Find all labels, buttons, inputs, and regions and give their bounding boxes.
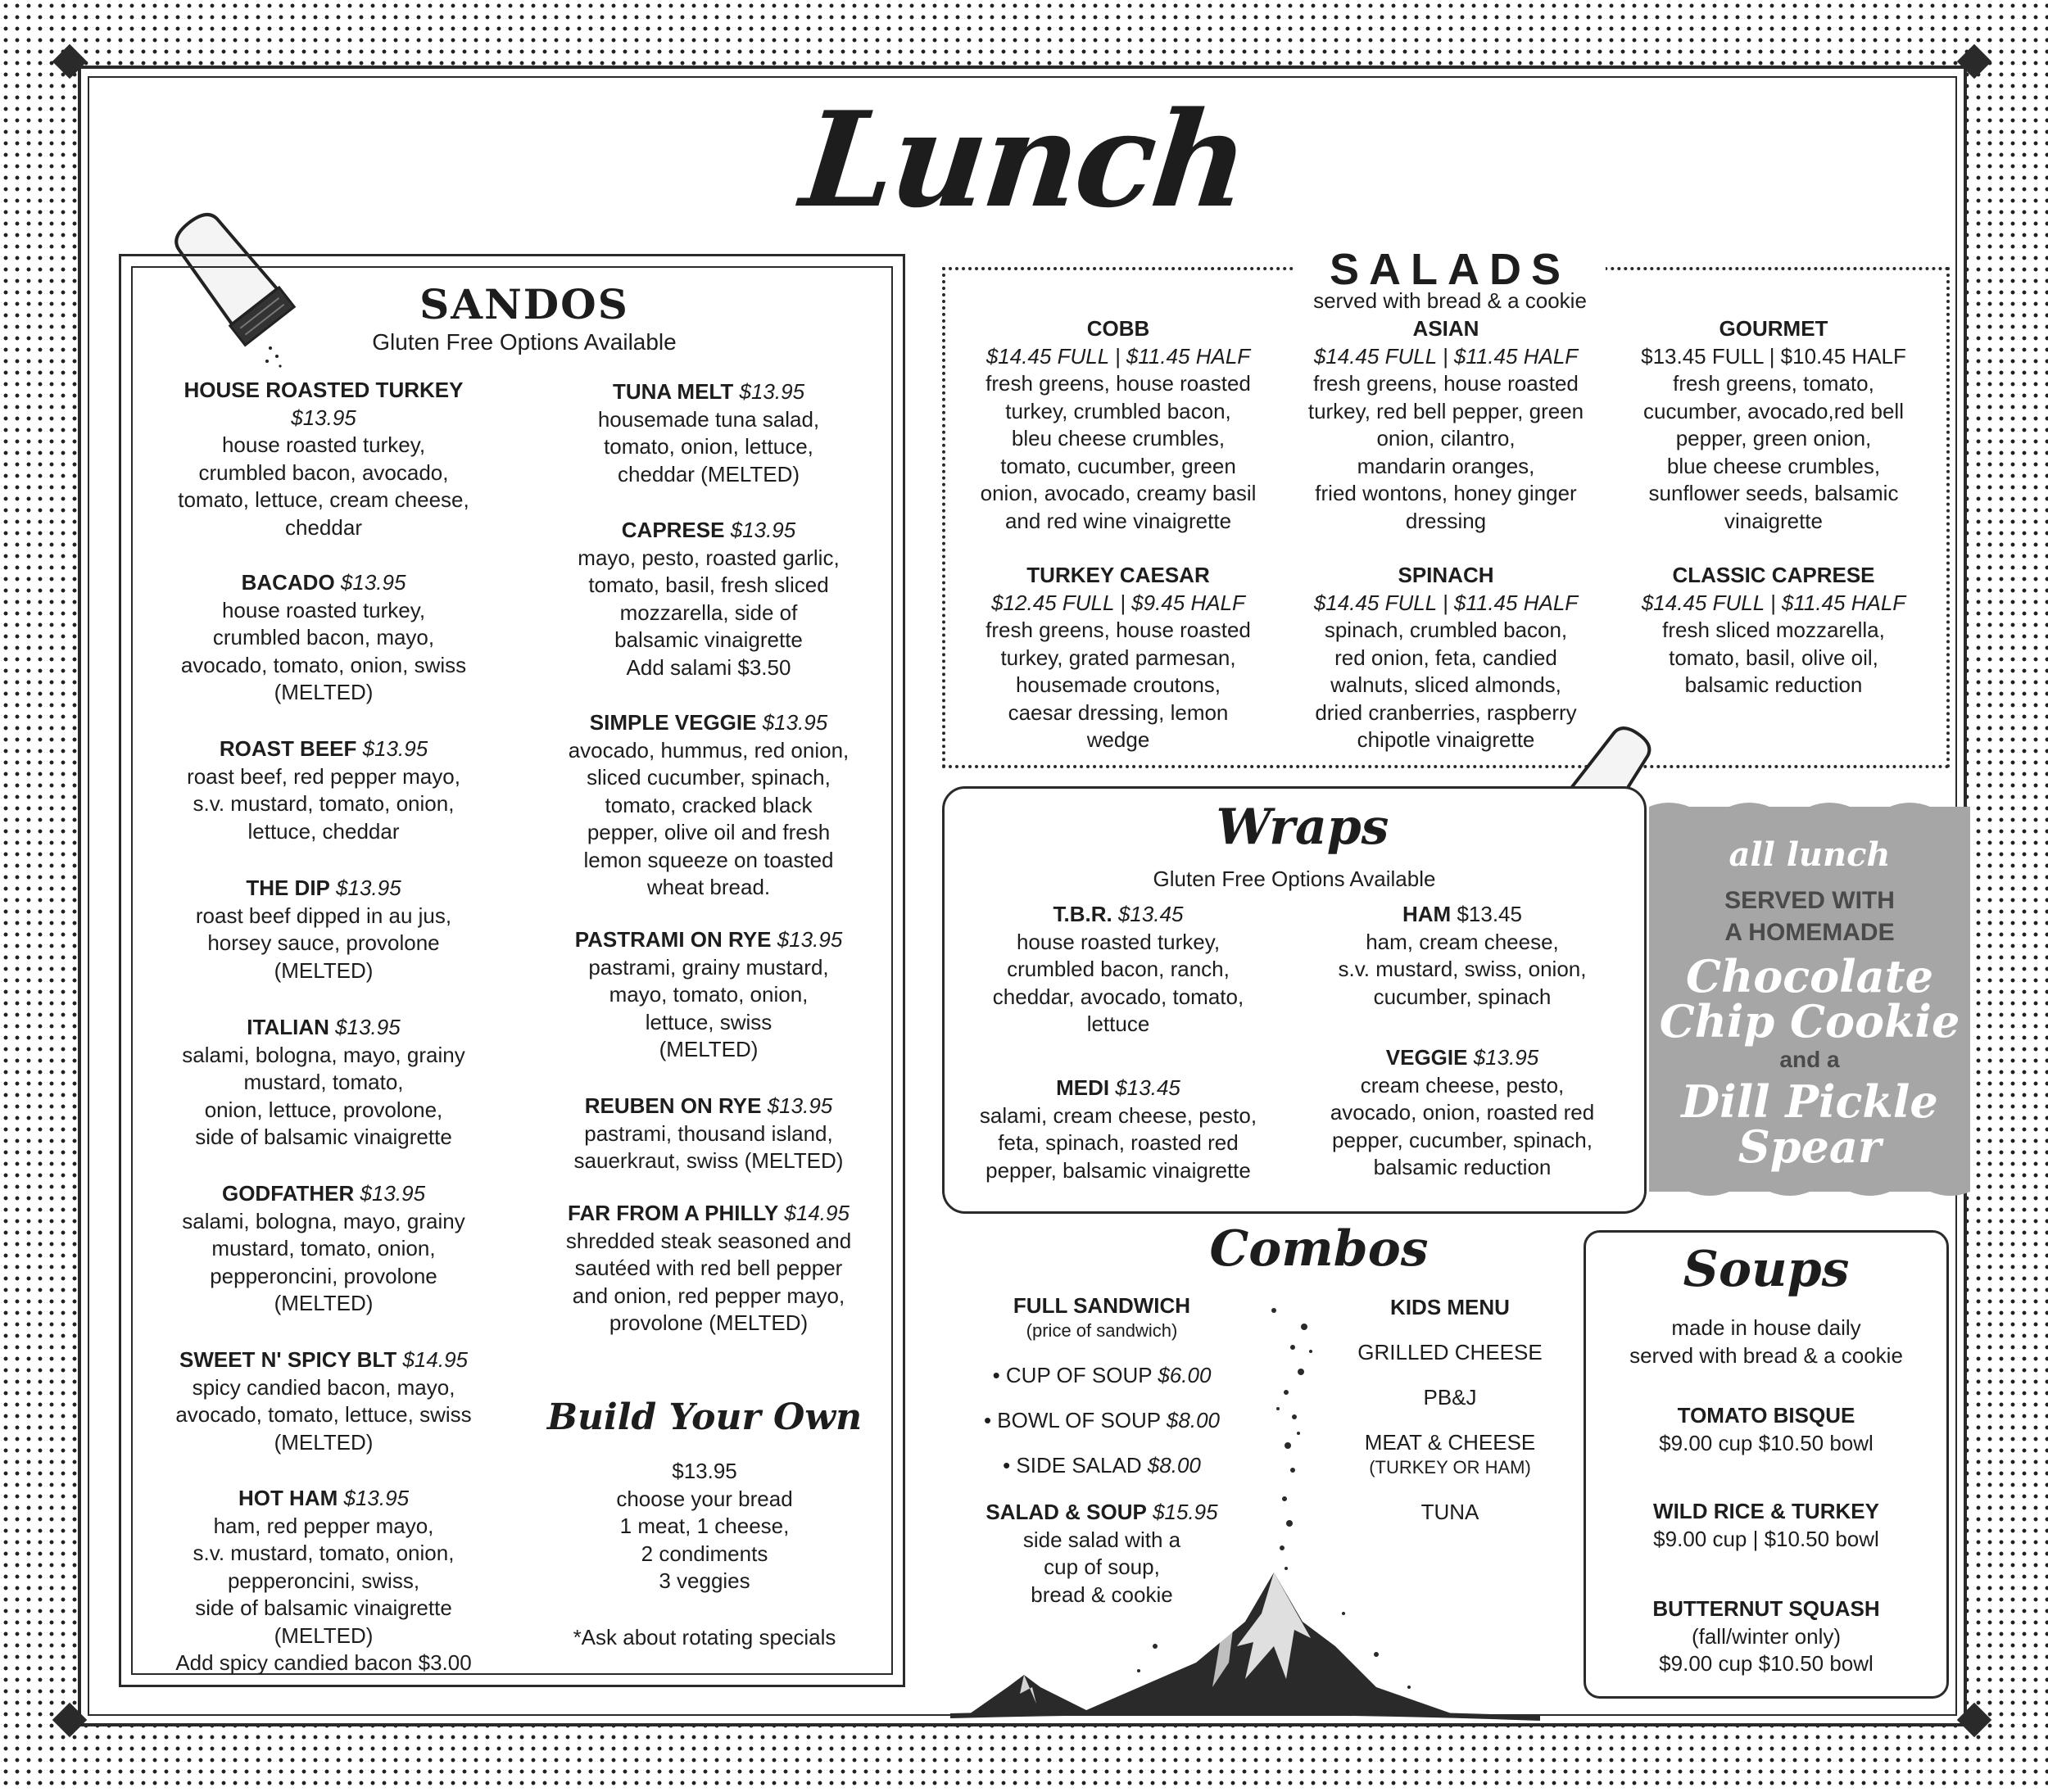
item-desc-line: avocado, hummus, red onion, — [568, 737, 850, 763]
item-desc-line: wedge — [1086, 727, 1150, 752]
item-desc-line: Add salami $3.50 — [626, 654, 791, 680]
byo-line: choose your bread — [616, 1486, 793, 1511]
item-name: TOMATO BISQUE — [1677, 1403, 1855, 1428]
mountain-illustration — [950, 1302, 1540, 1728]
item-desc-line: house roasted turkey, — [221, 432, 426, 457]
item-desc-line: spinach, crumbled bacon, — [1324, 618, 1568, 642]
menu-item — [1610, 315, 1937, 535]
item-desc-line: avocado, tomato, lettuce, swiss — [175, 1402, 472, 1427]
item-desc-line: sunflower seeds, balsamic — [1648, 481, 1899, 505]
salad-soup-price: $15.95 — [1153, 1500, 1218, 1524]
item-desc-line: fried wontons, honey ginger — [1315, 481, 1577, 505]
item-price: $13.95 — [360, 1181, 426, 1206]
item-desc-line: $9.00 cup | $10.50 bowl — [1653, 1526, 1879, 1551]
item-desc-line: (fall/winter only) — [1691, 1623, 1842, 1649]
item-desc-line: ham, cream cheese, — [1366, 929, 1559, 954]
item-price: $13.95 — [362, 736, 428, 761]
byo-line: $13.95 — [672, 1459, 737, 1483]
item-desc-line: tomato, basil, olive oil, — [1669, 645, 1878, 670]
item-desc-line: turkey, red bell pepper, green — [1307, 398, 1584, 423]
item-desc-line: tomato, lettuce, cream cheese, — [178, 487, 469, 512]
item-desc-line: balsamic reduction — [1684, 672, 1863, 697]
build-your-own-title: Build Your Own — [546, 1396, 863, 1438]
item-desc-line: cheddar, avocado, tomato, — [992, 984, 1244, 1009]
item-desc-line: pepper, olive oil and fresh — [587, 820, 831, 844]
soups-subtitle — [1592, 1315, 1941, 1369]
item-name: REUBEN ON RYE — [584, 1093, 762, 1118]
menu-item — [528, 517, 889, 681]
menu-item — [1592, 1402, 1941, 1457]
item-name: SPINACH — [1398, 563, 1494, 587]
item-desc-line: fresh sliced mozzarella, — [1662, 618, 1885, 642]
item-desc-line: provolone (MELTED) — [609, 1310, 809, 1335]
kids-item: TUNA — [1420, 1500, 1479, 1524]
promo-wave-top — [1649, 799, 1970, 815]
menu-item — [528, 1093, 889, 1175]
item-price: $13.95 — [762, 710, 828, 735]
combo-option-label: • BOWL OF SOUP — [983, 1408, 1161, 1432]
menu-item — [1282, 315, 1610, 535]
item-desc-line: onion, cilantro, — [1376, 426, 1516, 450]
menu-item — [147, 1014, 500, 1152]
item-desc-line: cucumber, avocado,red bell — [1643, 398, 1904, 423]
item-name: COBB — [1086, 316, 1150, 341]
item-desc-line: tomato, basil, fresh sliced — [588, 572, 829, 597]
item-desc-line: pepperoncini, swiss, — [227, 1568, 420, 1593]
item-desc-line: horsey sauce, provolone — [207, 930, 440, 955]
item-desc-line: avocado, onion, roasted red — [1330, 1100, 1595, 1125]
kids-item: PB&J — [1423, 1385, 1477, 1410]
item-desc-line: turkey, crumbled bacon, — [1005, 398, 1231, 423]
item-desc-line: lemon squeeze on toasted — [583, 847, 834, 872]
menu-item — [147, 377, 500, 541]
item-price: $13.95 — [777, 927, 843, 952]
item-desc-line: turkey, grated parmesan, — [1000, 645, 1236, 670]
item-desc-line: (MELTED) — [274, 1291, 374, 1315]
soups-title: Soups — [1683, 1241, 1850, 1298]
salads-title: SALADS — [1294, 244, 1606, 295]
item-name: CAPRESE — [621, 518, 725, 542]
menu-item — [147, 1485, 500, 1677]
item-desc-line: salami, cream cheese, pesto, — [979, 1102, 1257, 1128]
item-desc-line: bleu cheese crumbles, — [1011, 426, 1226, 450]
item-desc-line: s.v. mustard, tomato, onion, — [193, 791, 455, 816]
menu-item — [954, 1075, 1282, 1184]
promo-and-a: and a — [1779, 1047, 1840, 1072]
menu-item — [1298, 1044, 1626, 1182]
menu-item — [1592, 1595, 1941, 1678]
item-desc-line: side of balsamic vinaigrette — [195, 1125, 452, 1149]
item-desc-line: avocado, tomato, onion, swiss — [180, 652, 467, 677]
kids-menu-title: KIDS MENU — [1390, 1295, 1510, 1319]
item-desc-line: wheat bread. — [646, 875, 771, 899]
byo-line: 3 veggies — [659, 1568, 750, 1593]
menu-item — [954, 901, 1282, 1039]
item-price: $14.95 — [402, 1347, 468, 1372]
combo-option-price: $8.00 — [1166, 1408, 1220, 1432]
salad-soup-desc: bread & cookie — [1031, 1582, 1173, 1607]
item-desc-line: spicy candied bacon, mayo, — [192, 1374, 455, 1400]
item-name: HOUSE ROASTED TURKEY — [184, 378, 464, 402]
item-desc-line: crumbled bacon, ranch, — [1007, 957, 1230, 981]
salads-subtitle: served with bread & a cookie — [1313, 288, 1587, 313]
item-desc-line: pepperoncini, provolone — [210, 1263, 437, 1288]
item-name: ITALIAN — [247, 1015, 329, 1039]
item-desc-line: s.v. mustard, tomato, onion, — [193, 1541, 455, 1565]
item-desc-line: and onion, red pepper mayo, — [572, 1283, 845, 1308]
item-name: HOT HAM — [238, 1486, 338, 1510]
item-name: GODFATHER — [221, 1181, 355, 1206]
item-desc-line: cheddar (MELTED) — [617, 461, 800, 486]
menu-item — [1610, 562, 1937, 699]
item-name: SIMPLE VEGGIE — [589, 710, 757, 735]
item-desc-line: balsamic vinaigrette — [614, 627, 803, 652]
item-desc-line: salami, bologna, mayo, grainy — [182, 1042, 465, 1067]
item-desc-line: caesar dressing, lemon — [1008, 699, 1229, 725]
item-desc-line: onion, avocado, creamy basil — [980, 481, 1257, 505]
item-desc-line: lettuce, cheddar — [247, 818, 400, 844]
item-price: $14.45 FULL | $11.45 HALF — [985, 343, 1251, 369]
item-desc-line: $9.00 cup $10.50 bowl — [1659, 1651, 1874, 1676]
kids-item-note: (TURKEY OR HAM) — [1369, 1457, 1531, 1477]
item-desc-line: mandarin oranges, — [1357, 453, 1535, 478]
item-desc-line: s.v. mustard, swiss, onion, — [1338, 957, 1587, 981]
item-name: MEDI — [1056, 1075, 1110, 1100]
item-desc-line: cucumber, spinach — [1373, 984, 1552, 1009]
soups-subtitle-line: served with bread & a cookie — [1629, 1342, 1903, 1368]
item-desc-line: sauerkraut, swiss (MELTED) — [573, 1148, 844, 1173]
item-desc-line: sautéed with red bell pepper — [574, 1256, 843, 1280]
item-desc-line: feta, spinach, roasted red — [998, 1130, 1239, 1155]
item-desc-line: sliced cucumber, spinach, — [587, 765, 831, 790]
item-desc-line: cheddar — [285, 514, 362, 540]
full-sandwich-note: (price of sandwich) — [1026, 1320, 1178, 1341]
item-price: $14.45 FULL | $11.45 HALF — [1313, 343, 1579, 369]
combo-option-label: • SIDE SALAD — [1003, 1453, 1142, 1477]
soups-subtitle-line: made in house daily — [1671, 1315, 1861, 1340]
item-price: $13.95 — [336, 876, 401, 900]
combo-option-price: $6.00 — [1158, 1363, 1212, 1387]
item-desc-line: dressing — [1405, 508, 1487, 533]
item-price: $13.95 — [1473, 1045, 1539, 1070]
item-name: SWEET N' SPICY BLT — [179, 1347, 397, 1372]
menu-item — [147, 1346, 500, 1456]
item-desc-line: dried cranberries, raspberry — [1315, 699, 1577, 725]
item-desc-line: (MELTED) — [274, 957, 374, 983]
item-name: FAR FROM A PHILLY — [568, 1201, 779, 1225]
item-name: ROAST BEEF — [219, 736, 357, 761]
wraps-subtitle: Gluten Free Options Available — [1153, 867, 1436, 891]
item-price: $14.95 — [784, 1201, 850, 1225]
item-desc-line: fresh greens, house roasted — [1313, 371, 1579, 396]
item-price: $13.95 — [291, 405, 356, 430]
combo-option-label: • CUP OF SOUP — [992, 1363, 1153, 1387]
rotating-specials-note: *Ask about rotating specials — [573, 1625, 836, 1649]
full-sandwich-title: FULL SANDWICH — [1013, 1293, 1191, 1318]
item-name: THE DIP — [246, 876, 330, 900]
salad-soup-desc: side salad with a — [1022, 1527, 1181, 1552]
item-name: BUTTERNUT SQUASH — [1652, 1596, 1880, 1621]
menu-item — [954, 315, 1282, 535]
item-price: $13.95 — [730, 518, 796, 542]
item-desc-line: salami, bologna, mayo, grainy — [182, 1208, 465, 1233]
item-name: VEGGIE — [1385, 1045, 1468, 1070]
item-desc-line: $9.00 cup $10.50 bowl — [1659, 1430, 1874, 1455]
salad-soup-desc: cup of soup, — [1044, 1554, 1160, 1579]
item-price: $13.95 — [340, 570, 406, 595]
item-desc-line: fresh greens, house roasted — [985, 371, 1251, 396]
item-price: $13.95 — [767, 1093, 833, 1118]
combos-title: Combos — [1209, 1220, 1429, 1278]
item-name: CLASSIC CAPRESE — [1672, 563, 1875, 587]
item-desc-line: mustard, tomato, — [243, 1070, 404, 1094]
item-desc-line: chipotle vinaigrette — [1357, 727, 1535, 752]
item-desc-line: (MELTED) — [659, 1037, 759, 1061]
byo-line: 2 condiments — [641, 1541, 768, 1566]
item-name: TUNA MELT — [612, 379, 734, 404]
item-desc-line: (MELTED) — [274, 1429, 374, 1455]
menu-item — [147, 735, 500, 845]
item-price: $13.95 — [335, 1015, 401, 1039]
item-price: $13.45 FULL | $10.45 HALF — [1641, 343, 1906, 369]
item-name: T.B.R. — [1053, 902, 1112, 926]
kids-item: GRILLED CHEESE — [1357, 1340, 1543, 1364]
menu-item — [1592, 1498, 1941, 1553]
item-price: $12.45 FULL | $9.45 HALF — [991, 590, 1245, 615]
sandos-subtitle: Gluten Free Options Available — [372, 329, 677, 355]
menu-item — [147, 875, 500, 984]
item-name: ASIAN — [1412, 316, 1479, 341]
item-desc-line: walnuts, sliced almonds, — [1330, 672, 1561, 697]
item-desc-line: lettuce — [1086, 1011, 1150, 1036]
page-title: Lunch — [795, 83, 1253, 237]
item-desc-line: shredded steak seasoned and — [565, 1228, 852, 1253]
kids-item: MEAT & CHEESE — [1364, 1430, 1536, 1455]
promo-chocolate: Chocolate — [1686, 950, 1933, 1002]
item-desc-line: red onion, feta, candied — [1334, 645, 1557, 670]
menu-item — [528, 378, 889, 488]
item-price: $13.45 — [1115, 1075, 1180, 1100]
item-desc-line: roast beef dipped in au jus, — [195, 903, 452, 928]
item-desc-line: lettuce, swiss — [645, 1009, 773, 1034]
menu-item — [528, 926, 889, 1064]
item-desc-line: pepper, balsamic vinaigrette — [985, 1157, 1251, 1183]
menu-item — [1298, 901, 1626, 1011]
item-desc-line: fresh greens, house roasted — [985, 618, 1251, 642]
promo-spear: Spear — [1738, 1120, 1882, 1173]
item-desc-line: vinaigrette — [1724, 508, 1823, 533]
item-desc-line: Add spicy candied bacon $3.00 — [175, 1650, 472, 1675]
item-desc-line: and red wine vinaigrette — [1004, 508, 1232, 533]
item-price: $13.95 — [343, 1486, 410, 1510]
menu-item — [528, 709, 889, 902]
item-desc-line: crumbled bacon, mayo, — [212, 625, 435, 649]
item-desc-line: tomato, onion, lettuce, — [604, 434, 813, 459]
item-price: $13.45 — [1117, 902, 1184, 926]
build-your-own-details — [524, 1458, 885, 1595]
item-desc-line: house roasted turkey, — [1016, 929, 1221, 954]
item-desc-line: crumbled bacon, avocado, — [198, 459, 449, 485]
item-desc-line: onion, lettuce, provolone, — [204, 1097, 443, 1122]
item-desc-line: roast beef, red pepper mayo, — [187, 763, 460, 789]
wraps-title: Wraps — [1216, 799, 1389, 856]
item-desc-line: mayo, tomato, onion, — [609, 982, 809, 1007]
item-desc-line: pepper, cucumber, spinach, — [1332, 1127, 1593, 1152]
combo-option-price: $8.00 — [1147, 1453, 1201, 1477]
salad-soup-name: SALAD & SOUP — [985, 1500, 1147, 1524]
promo-all-lunch: all lunch — [1729, 835, 1891, 874]
item-desc-line: housemade tuna salad, — [597, 406, 820, 432]
item-desc-line: mustard, tomato, onion, — [211, 1236, 436, 1260]
item-desc-line: house roasted turkey, — [221, 597, 426, 622]
item-price: $13.45 — [1457, 902, 1522, 926]
item-desc-line: cream cheese, pesto, — [1360, 1072, 1565, 1097]
item-desc-line: tomato, cracked black — [605, 792, 813, 817]
menu-item — [147, 1180, 500, 1318]
item-desc-line: pastrami, grainy mustard, — [588, 954, 829, 980]
item-desc-line: pepper, green onion, — [1675, 426, 1872, 450]
promo-homemade: A HOMEMADE — [1724, 919, 1895, 946]
item-desc-line: pastrami, thousand island, — [584, 1120, 833, 1146]
promo-wave-bottom — [1649, 1183, 1970, 1200]
promo-chip-cookie: Chip Cookie — [1659, 995, 1960, 1048]
item-price: $14.45 FULL | $11.45 HALF — [1313, 590, 1579, 615]
byo-line: 1 meat, 1 cheese, — [619, 1514, 790, 1538]
promo-dill-pickle: Dill Pickle — [1681, 1075, 1938, 1128]
item-desc-line: side of balsamic vinaigrette — [195, 1595, 452, 1620]
promo-served-with: SERVED WITH — [1724, 887, 1895, 914]
item-price: $14.45 FULL | $11.45 HALF — [1641, 590, 1906, 615]
item-desc-line: (MELTED) — [274, 1622, 374, 1648]
item-desc-line: mozzarella, side of — [619, 600, 798, 625]
item-desc-line: fresh greens, tomato, — [1673, 371, 1874, 396]
item-desc-line: balsamic reduction — [1373, 1155, 1552, 1179]
item-name: TURKEY CAESAR — [1026, 563, 1210, 587]
item-name: PASTRAMI ON RYE — [574, 927, 772, 952]
item-name: BACADO — [241, 570, 335, 595]
menu-item — [147, 569, 500, 707]
item-name: GOURMET — [1719, 316, 1828, 341]
item-desc-line: (MELTED) — [274, 680, 374, 704]
sandos-title: SANDOS — [419, 280, 629, 328]
item-name: WILD RICE & TURKEY — [1653, 1499, 1879, 1523]
menu-item — [528, 1200, 889, 1337]
item-price: $13.95 — [739, 379, 805, 404]
item-desc-line: tomato, cucumber, green — [1000, 453, 1236, 478]
item-desc-line: mayo, pesto, roasted garlic, — [578, 545, 840, 570]
item-desc-line: ham, red pepper mayo, — [213, 1513, 434, 1538]
item-desc-line: blue cheese crumbles, — [1666, 453, 1881, 478]
item-name: HAM — [1402, 902, 1452, 926]
item-desc-line: housemade croutons, — [1015, 672, 1221, 697]
menu-item — [954, 562, 1282, 754]
